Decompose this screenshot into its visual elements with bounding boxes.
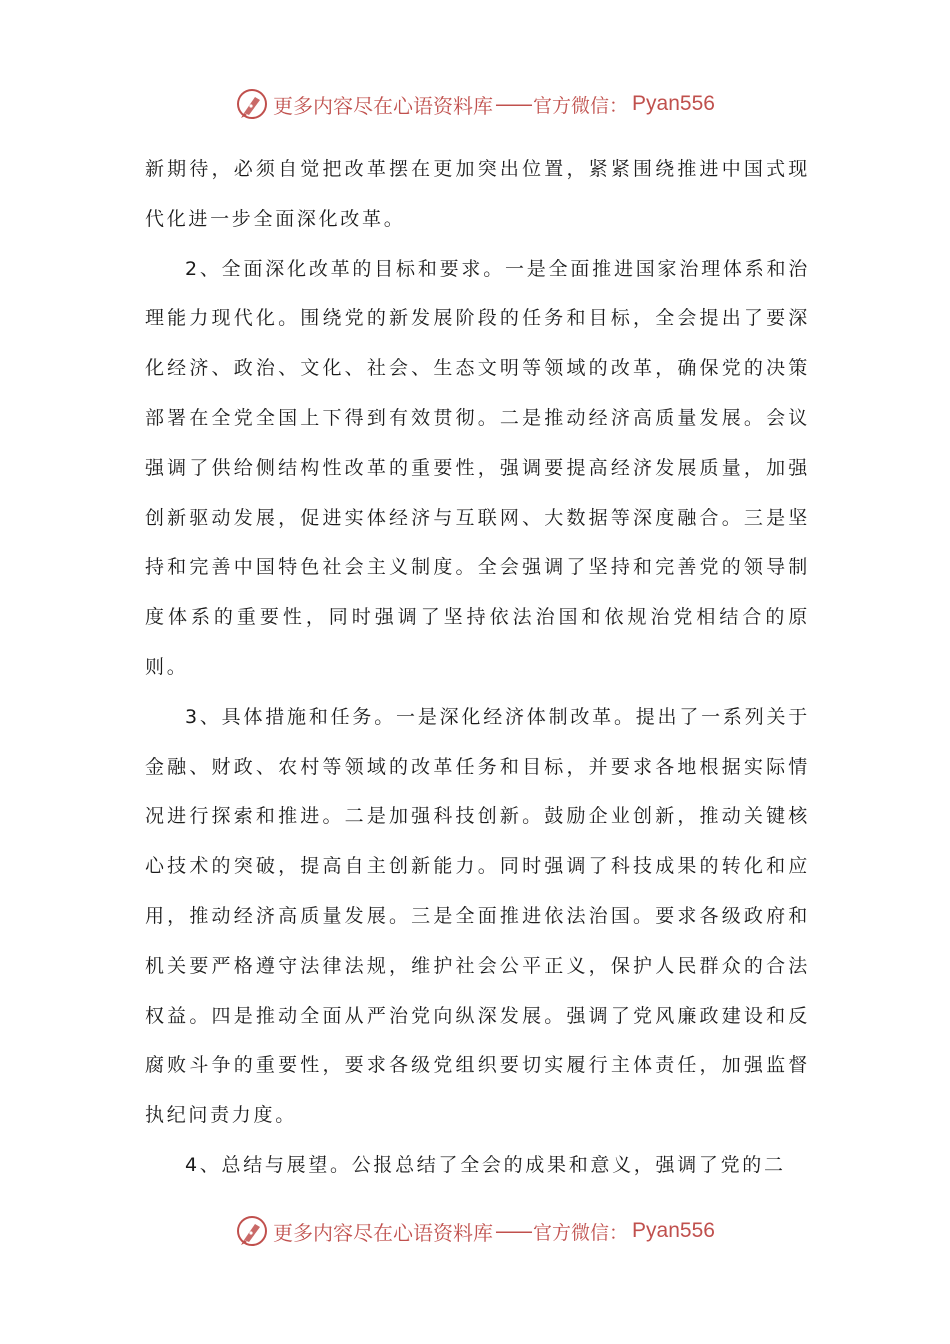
banner-brand: 更多内容尽在心语资料库 [273,1220,494,1245]
footer-banner [0,1211,950,1251]
pen-nib-logo-icon [235,87,269,121]
paragraph-section-4: 4、总结与展望。公报总结了全会的成果和意义，强调了党的二 [185,1153,786,1176]
paragraph-continued: 新期待，必须自觉把改革摆在更加突出位置，紧紧围绕推进中国式现代化进一步全面深化改革。 [145,158,810,230]
document-body [145,145,810,1191]
pen-nib-logo-icon [235,1214,269,1248]
banner-wechat-label: 官方微信： [533,94,629,117]
banner-handle: Pyan556 [632,1219,715,1242]
paragraph-section-3: 3、具体措施和任务。一是深化经济体制改革。提出了一系列关于金融、财政、农村等领域的改革任务和目标，并要求各地根据实际情况进行探索和推进。二是加强科技创新。鼓励企业创新，推动关键核心技术的突破，提高自主创新能力。同时强调了科技成果的转化和应用，推动经济高质量发展。三是全面推进依法治国。要求各级政府和机关要严格遵守法律法规，维护社会公平正义，保护人民群众的合法权益。四是推动全面从严治党向纵深发展。强调了党风廉政建设和反腐败斗争的重要性，要求各级党组织要切实履行主体责任，加强监督执纪问责力度。 [145,705,810,1127]
banner-dash: —— [495,92,532,116]
banner-dash: —— [495,1219,532,1243]
header-banner [0,84,950,124]
banner-wechat-label: 官方微信： [533,1221,629,1244]
banner-handle: Pyan556 [632,92,715,115]
paragraph-section-2: 2、全面深化改革的目标和要求。一是全面推进国家治理体系和治理能力现代化。围绕党的新发展阶段的任务和目标，全会提出了要深化经济、政治、文化、社会、生态文明等领域的改革，确保党的决策部署在全党全国上下得到有效贯彻。二是推动经济高质量发展。会议强调了供给侧结构性改革的重要性，强调要提高经济发展质量，加强创新驱动发展，促进实体经济与互联网、大数据等深度融合。三是坚持和完善中国特色社会主义制度。全会强调了坚持和完善党的领导制度体系的重要性，同时强调了坚持依法治国和依规治党相结合的原则。 [145,257,810,678]
banner-brand: 更多内容尽在心语资料库 [273,93,494,118]
